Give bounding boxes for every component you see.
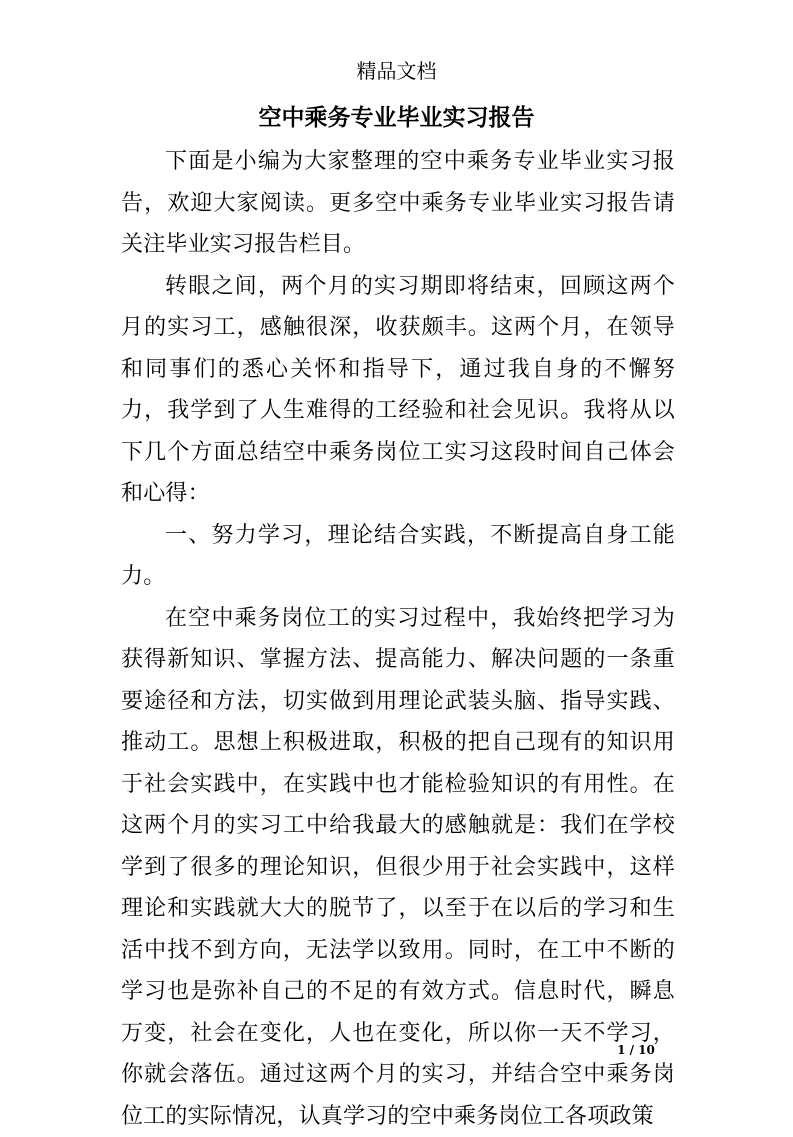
paragraph-section-1: 在空中乘务岗位工的实习过程中，我始终把学习为获得新知识、掌握方法、提高能力、解决问题的一条重要途径和方法，切实做到用理论武装头脑、指导实践、推动工。思想上积极进取，积极的把自己现有的知识用于社会实践中，在实践中也才能检验知识的有用性。在这两个月的实习工中给我最大的感触就是：我们在学校学到了很多的理论知识，但很少用于社会实践中，这样理论和实践就大大的脱节了，以至于在以后的学习和生活中找不到方向，无法学以致用。同时，在工中不断的学习也是弥补自己的不足的有效方式。信息时代，瞬息万变，社会在变化，人也在变化，所以你一天不学习，你就会落伍。通过这两个月的实习，并结合空中乘务岗位工的实际情况，认真学习的空中乘务岗位工各项政策 xyxy=(121,598,675,1137)
page-number: 1 / 10 xyxy=(606,1042,666,1058)
paragraph-intro: 下面是小编为大家整理的空中乘务专业毕业实习报告，欢迎大家阅读。更多空中乘务专业毕业实习报告请关注毕业实习报告栏目。 xyxy=(121,141,675,266)
page-header: 精品文档 xyxy=(0,58,793,84)
section-heading-1: 一、努力学习，理论结合实践，不断提高自身工能力。 xyxy=(121,515,675,598)
document-title: 空中乘务专业毕业实习报告 xyxy=(0,102,793,134)
document-body xyxy=(121,141,675,1137)
paragraph-overview: 转眼之间，两个月的实习期即将结束，回顾这两个月的实习工，感触很深，收获颇丰。这两个月，在领导和同事们的悉心关怀和指导下，通过我自身的不懈努力，我学到了人生难得的工经验和社会见识。我将从以下几个方面总结空中乘务岗位工实习这段时间自己体会和心得： xyxy=(121,266,675,515)
